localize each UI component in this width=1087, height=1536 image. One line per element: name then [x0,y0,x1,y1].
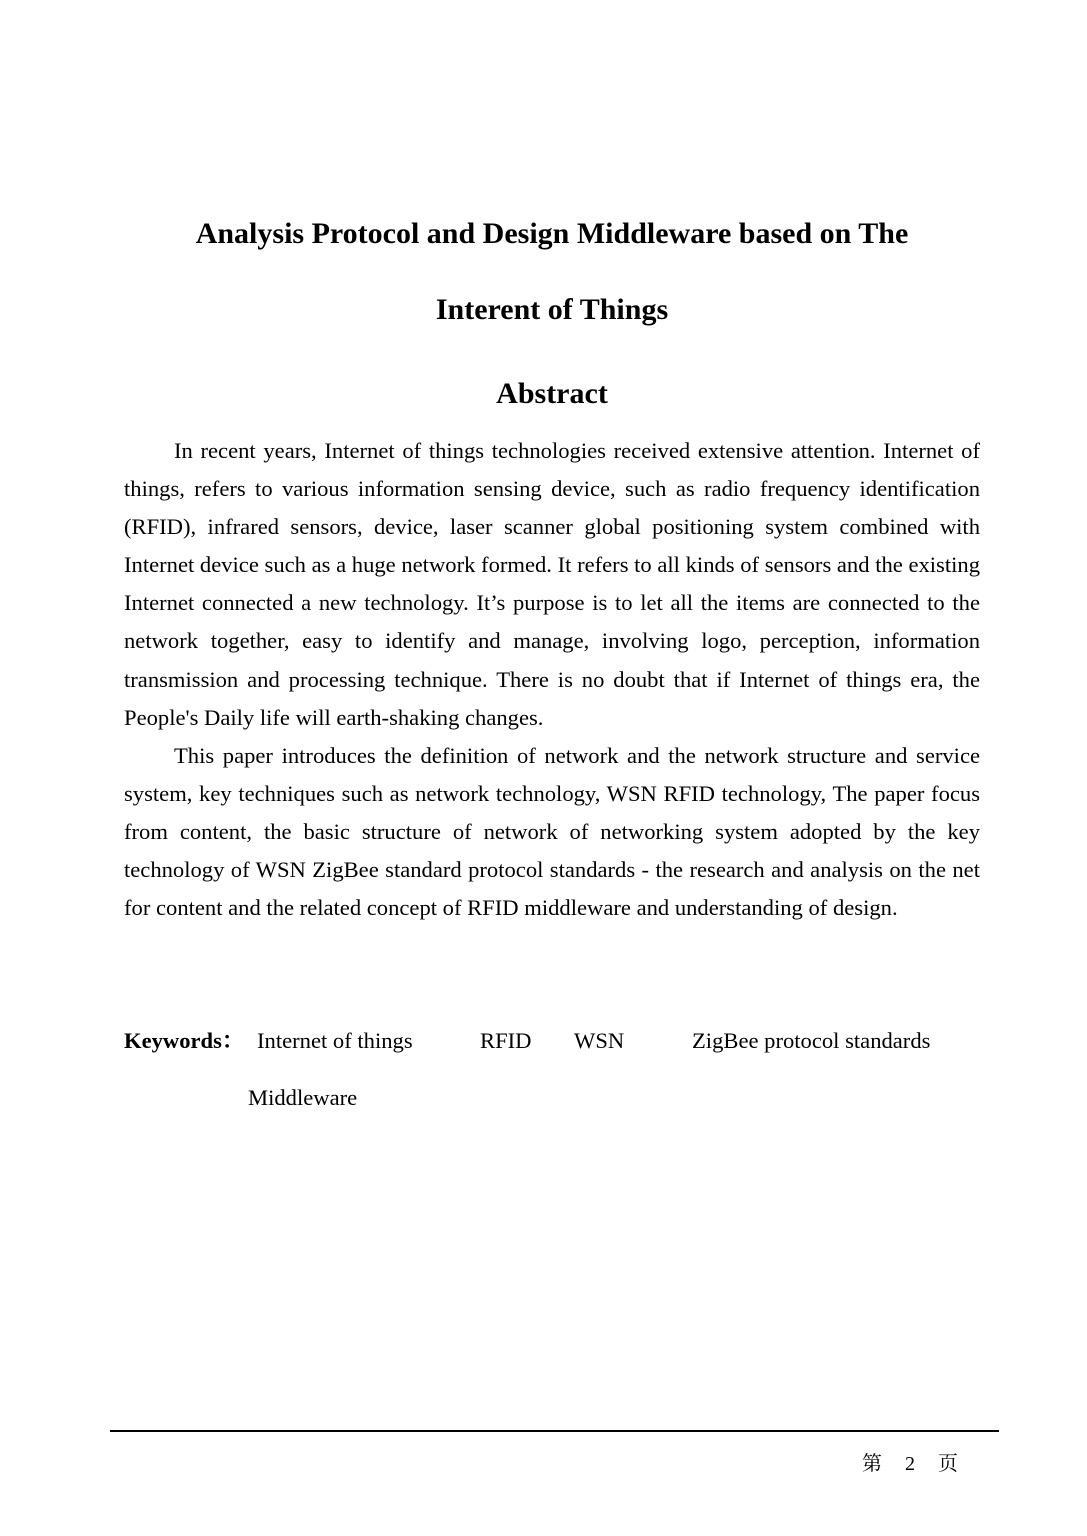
abstract-heading: Abstract [496,377,608,410]
keywords-label: Keywords： [124,1028,245,1053]
abstract-paragraph-2: This paper introduces the definition of network and the network structure and service system, key techniques such as network technology, WSN RFID technology, The paper focus from content, the basic structure of network of networking system adopted by the key technology of WSN ZigBee standard protocol standards - the research and analysis on the net for content and the related concept of RFID middleware and understanding of design. [124,742,980,921]
keyword-zigbee: ZigBee protocol standards [692,1028,931,1053]
abstract-body [124,432,980,927]
paper-title [100,196,1004,348]
page-number-value: 2 [905,1453,915,1475]
page-prefix: 第 [862,1453,882,1475]
title-line-1: Analysis Protocol and Design Middleware based on The [195,217,909,250]
keyword-rfid: RFID [480,1028,532,1053]
title-line-2: Interent of Things [435,293,669,326]
keywords-section [124,1022,931,1110]
keyword-wsn: WSN [574,1028,625,1053]
abstract-paragraph-1: In recent years, Internet of things technologies received extensive attention. Internet of things, refers to various information sensing device, such as radio frequency identification (RFID), infrared sensors, device, laser scanner global positioning system combined with Internet device such as a huge network formed. It refers to all kinds of sensors and the existing Internet connected a new technology. It’s purpose is to let all the items are connected to the network together, easy to identify and manage, involving logo, perception, information transmission and processing technique. There is no doubt that if Internet of things era, the People's Daily life will earth-shaking changes. [124,438,980,730]
keyword-internet-of-things: Internet of things [257,1028,413,1053]
page-suffix: 页 [938,1453,958,1475]
keyword-middleware: Middleware [248,1085,358,1110]
footer-divider [110,1430,999,1432]
page-number [862,1450,958,1478]
